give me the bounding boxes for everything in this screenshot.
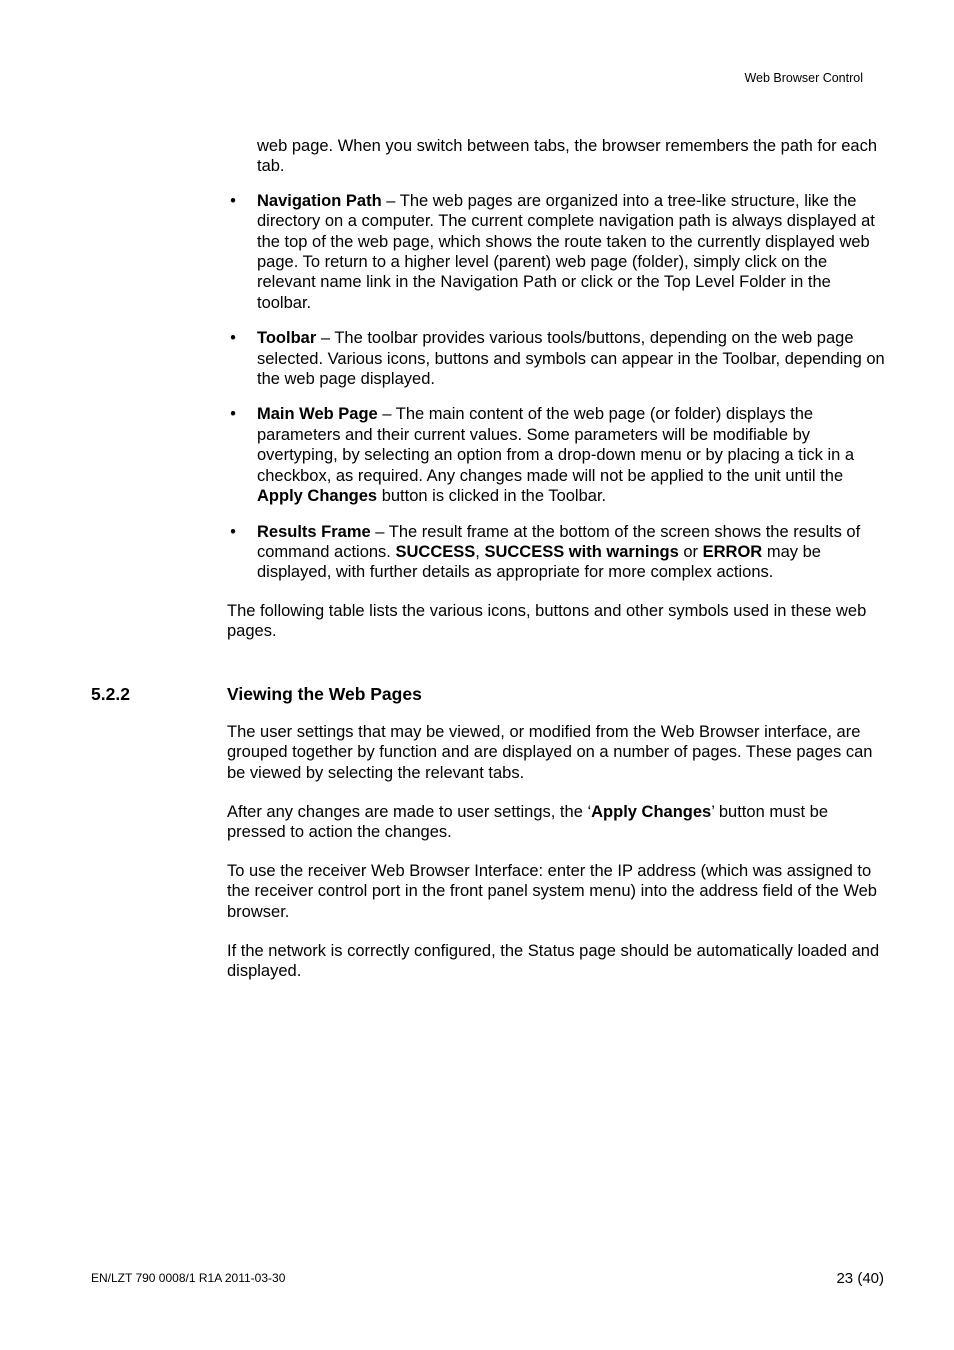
error-term: ERROR — [702, 542, 763, 561]
continued-paragraph: web page. When you switch between tabs, the browser remembers the path for each tab. — [257, 137, 877, 176]
bullet-icon: • — [230, 405, 236, 424]
apply-changes-term: Apply Changes — [257, 487, 378, 506]
table-intro-paragraph: The following table lists the various icons, buttons and other symbols used in these web pages. — [227, 601, 867, 641]
section-paragraph-3: To use the receiver Web Browser Interface: enter the IP address (which was assigned to the receiver control port in the front panel system menu) into the address field of the Web browser. — [227, 862, 877, 921]
section-paragraph-2 — [227, 802, 887, 843]
list-item-text: may be displayed, with further details as appropriate for more complex actions. — [257, 542, 821, 582]
bullet-icon: • — [230, 522, 236, 541]
success-warnings-term: SUCCESS with warnings — [484, 542, 679, 561]
document-id: EN/LZT 790 0008/1 R1A — [91, 1271, 222, 1285]
list-item-text: – The result frame at the bottom of the screen shows the results of command actions. — [257, 522, 861, 561]
list-item-text: – The toolbar provides various tools/buttons, depending on the web page selected. Various icons, buttons and symbols can appear in the Toolbar, depending on the web page displayed. — [257, 329, 885, 389]
list-item-text: , — [475, 542, 485, 561]
apply-changes-button-name: Apply Changes — [591, 802, 712, 821]
list-item-text: button is clicked in the Toolbar. — [377, 487, 607, 506]
header-title: Web Browser Control — [744, 71, 863, 85]
list-item-term: Toolbar — [257, 329, 317, 348]
section-paragraph-4: If the network is correctly configured, the Status page should be automatically loaded and displayed. — [227, 941, 880, 981]
paragraph-text: ’ button must be pressed to action the changes. — [227, 802, 829, 842]
list-item-toolbar — [227, 328, 887, 389]
section-paragraph-1: The user settings that may be viewed, or modified from the Web Browser interface, are grouped together by function and are displayed on a number of pages. These pages can be viewed by selecting the relevant tabs. — [227, 723, 873, 782]
feature-list — [227, 191, 887, 583]
list-item-text: or — [678, 542, 703, 561]
main-content — [227, 136, 887, 642]
list-item-term: Navigation Path — [257, 191, 382, 210]
paragraph-text: After any changes are made to user settings, the ‘ — [227, 802, 592, 821]
success-term: SUCCESS — [395, 542, 476, 561]
list-item-results-frame — [227, 522, 887, 583]
list-item-text: – The main content of the web page (or folder) displays the parameters and their current values. Some parameters will be modifiable by overtyping, by selecting an option from a drop-down menu or by placing a tick in a checkbox, as required. Any changes made will not be applied to the unit until the — [257, 405, 855, 485]
list-item-main-web-page — [227, 404, 887, 506]
list-item-text: – The web pages are organized into a tree-like structure, like the directory on a computer. The current complete navigation path is always displayed at the top of the web page, which shows the route taken to the currently displayed web page. To return to a higher level (parent) web page (folder), simply click on the relevant name link in the Navigation Path or click or the Top Level Folder in the toolbar. — [257, 191, 875, 312]
page-number: 23 (40) — [836, 1270, 884, 1287]
document-date: 2011-03-30 — [224, 1271, 286, 1285]
section-body — [227, 722, 887, 1000]
section-number: 5.2.2 — [91, 684, 130, 704]
list-item-term: Results Frame — [257, 522, 371, 541]
bullet-icon: • — [230, 191, 236, 210]
list-item-navigation-path — [227, 191, 887, 313]
list-item-term: Main Web Page — [257, 405, 378, 424]
bullet-icon: • — [230, 329, 236, 348]
section-title: Viewing the Web Pages — [227, 684, 422, 704]
footer-doc-info — [91, 1270, 285, 1286]
